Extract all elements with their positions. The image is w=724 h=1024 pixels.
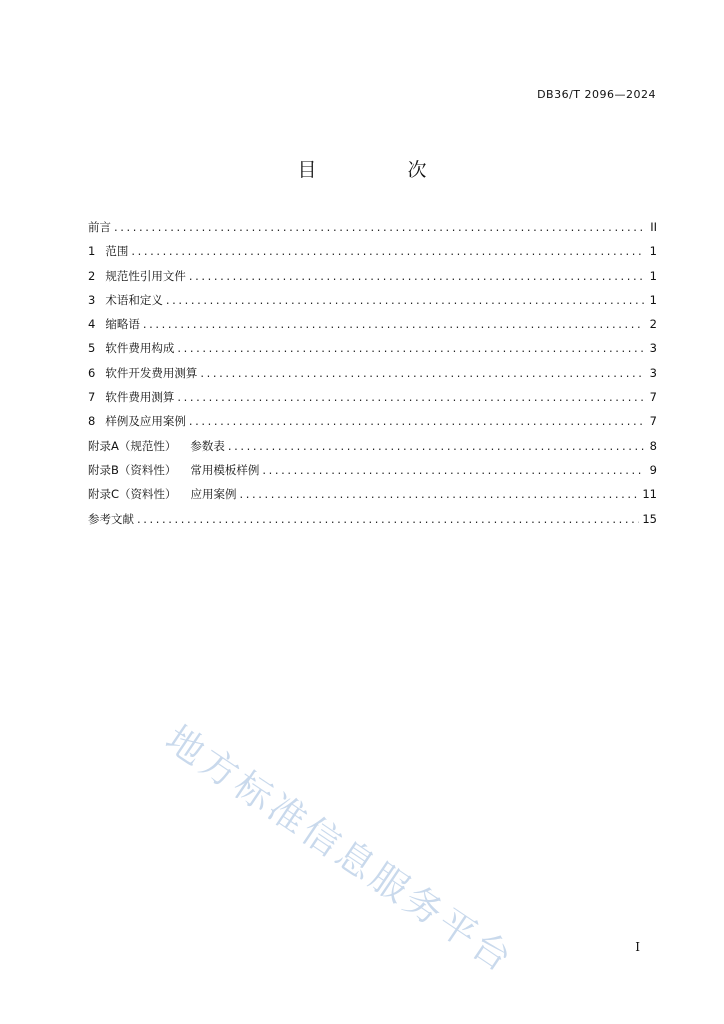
toc-entry-page: 1 [649,292,657,307]
document-code: DB36/T 2096—2024 [537,88,656,101]
toc-entry-number: 1 [88,244,96,259]
toc-leader-dots [114,217,644,237]
toc-entry-foreword[interactable] [88,217,657,241]
toc-entry-bibliography[interactable] [88,509,657,533]
toc-entry-development-cost-estimation[interactable] [88,363,657,387]
toc-leader-dots [143,314,644,334]
toc-leader-dots [262,460,644,480]
toc-leader-dots [228,436,644,456]
toc-entry-number: 3 [88,292,96,307]
toc-entry-page: 7 [649,414,657,429]
toc-leader-dots [177,338,644,358]
toc-entry-label: 术语和定义 [105,292,163,307]
toc-entry-page: II [650,220,657,234]
toc-entry-cost-estimation[interactable] [88,387,657,411]
toc-entry-page: 8 [649,438,657,453]
toc-entry-number: 2 [88,268,96,283]
toc-entry-number: 7 [88,390,96,405]
toc-entry-label: 软件开发费用测算 [105,365,198,380]
toc-entry-page: 1 [649,244,657,259]
toc-entry-page: 1 [649,268,657,283]
toc-entry-label: 样例及应用案例 [105,414,186,429]
toc-entry-appendix-c[interactable] [88,484,657,508]
watermark: 地方标准信息服务平台 [158,717,522,982]
toc-entry-page: 11 [642,487,657,502]
toc-entry-number: 4 [88,317,96,332]
toc-leader-dots [189,411,644,431]
toc-entry-page: 3 [649,341,657,356]
toc-entry-page: 3 [649,365,657,380]
toc-entry-terms-definitions[interactable] [88,290,657,314]
toc-leader-dots [177,387,644,407]
toc-entry-normative-references[interactable] [88,266,657,290]
page-number: I [635,940,640,954]
toc-entry-samples-cases[interactable] [88,411,657,435]
toc-entry-page: 9 [649,462,657,477]
toc-entry-label: 参考文献 [88,511,134,526]
toc-entry-number: 8 [88,414,96,429]
toc-entry-appendix-a[interactable] [88,436,657,460]
toc-entry-scope[interactable] [88,241,657,265]
toc-entry-label: 缩略语 [105,317,140,332]
toc-leader-dots [200,363,644,383]
page-title: 目 次 [297,159,463,181]
toc-leader-dots [137,509,639,529]
toc-leader-dots [131,241,644,261]
toc-entry-label: 前言 [88,220,111,234]
toc-entry-label: 软件费用测算 [105,390,175,405]
table-of-contents [88,217,657,533]
toc-entry-subtitle: 应用案例 [190,487,237,502]
toc-entry-label: 附录B（资料性） [88,462,177,477]
toc-entry-abbreviations[interactable] [88,314,657,338]
toc-leader-dots [166,290,644,310]
toc-entry-label: 软件费用构成 [105,341,175,356]
toc-entry-label: 附录A（规范性） [88,438,177,453]
toc-entry-label: 范围 [105,244,129,259]
toc-entry-number: 5 [88,341,96,356]
toc-entry-label: 规范性引用文件 [105,268,186,283]
toc-entry-subtitle: 参数表 [190,438,225,453]
toc-entry-page: 2 [649,317,657,332]
toc-entry-number: 6 [88,365,96,380]
toc-entry-appendix-b[interactable] [88,460,657,484]
toc-entry-subtitle: 常用模板样例 [190,462,260,477]
toc-entry-page: 7 [649,390,657,405]
toc-entry-page: 15 [642,511,657,526]
toc-leader-dots [189,266,644,286]
toc-entry-cost-composition[interactable] [88,338,657,362]
toc-entry-label: 附录C（资料性） [88,487,177,502]
toc-leader-dots [240,484,640,504]
